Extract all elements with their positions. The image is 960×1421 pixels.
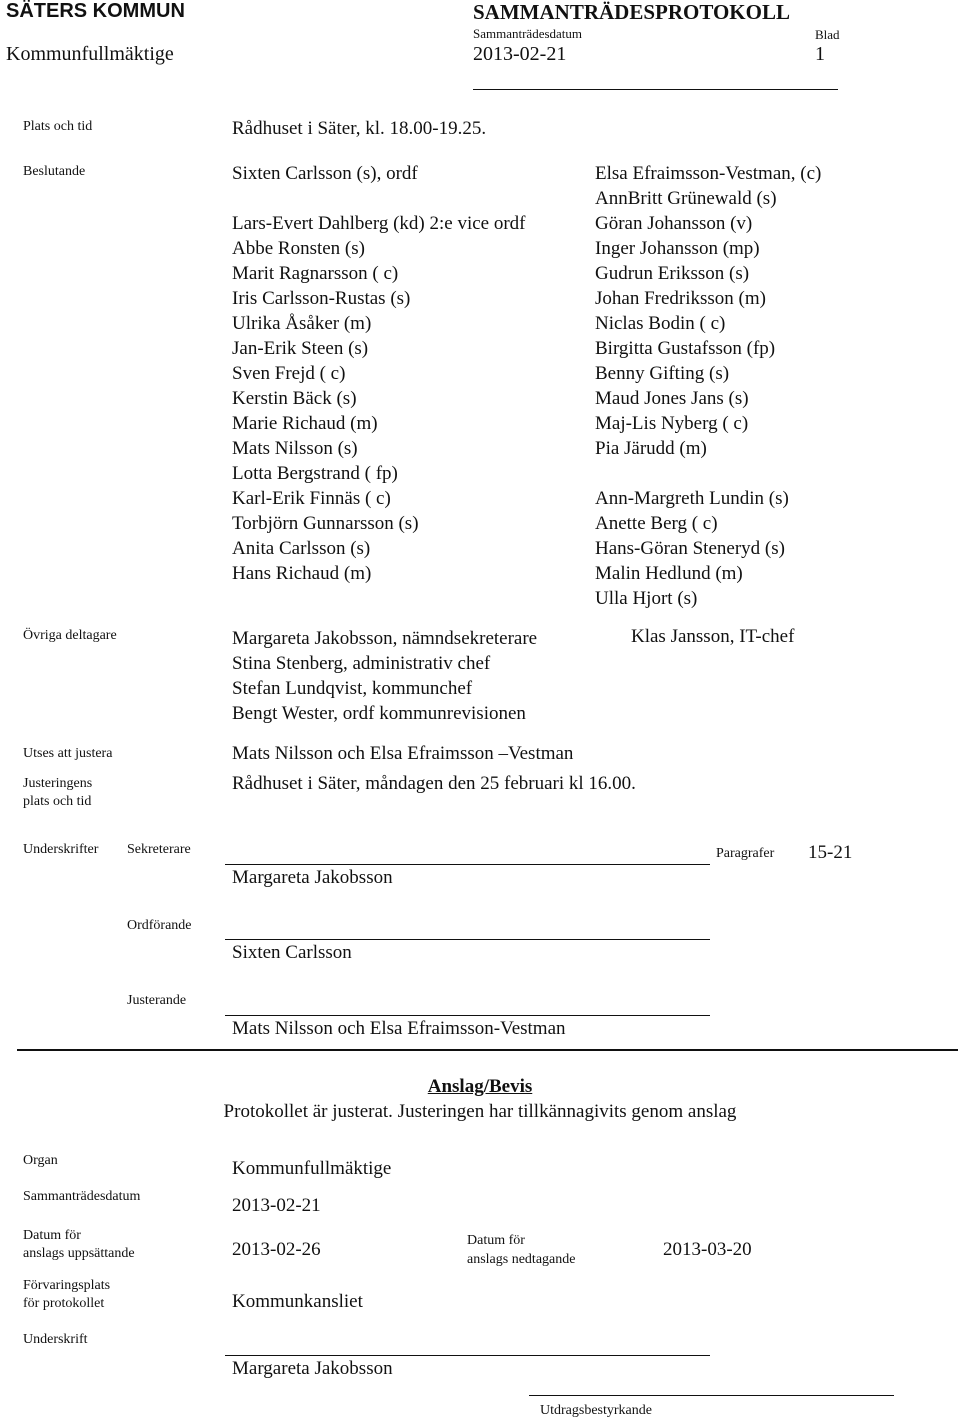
deciding-member: Ann-Margreth Lundin (s) xyxy=(595,488,789,509)
signatures-label: Underskrifter xyxy=(23,842,99,857)
deciding-member: Johan Fredriksson (m) xyxy=(595,288,766,309)
deciding-member: Jan-Erik Steen (s) xyxy=(232,338,369,359)
posted-label-2: anslags uppsättande xyxy=(23,1246,135,1261)
document-type: SAMMANTRÄDESPROTOKOLL xyxy=(473,0,790,24)
secretary-signature-line xyxy=(225,864,710,865)
section-divider xyxy=(17,1049,958,1051)
others-label: Övriga deltagare xyxy=(23,628,117,643)
other-participant: Stefan Lundqvist, kommunchef xyxy=(232,678,473,699)
deciding-member: Abbe Ronsten (s) xyxy=(232,238,365,259)
adjust-place-value: Rådhuset i Säter, måndagen den 25 februari kl 16.00. xyxy=(232,773,636,794)
adjuster-label: Justerande xyxy=(127,993,187,1008)
adjuster-signature-line xyxy=(225,1015,710,1016)
header-sheet-label: Blad xyxy=(815,27,840,42)
deciding-member: Elsa Efraimsson-Vestman, (c) xyxy=(595,163,822,184)
deciding-left-column xyxy=(232,161,526,586)
notice-title: Anslag/Bevis xyxy=(427,1076,533,1097)
deciding-member: Niclas Bodin ( c) xyxy=(595,313,726,334)
deciding-member: AnnBritt Grünewald (s) xyxy=(595,188,777,209)
header-rule xyxy=(473,89,838,90)
deciding-member xyxy=(595,461,821,486)
other-participant: Stina Stenberg, administrativ chef xyxy=(232,653,491,674)
chair-label: Ordförande xyxy=(127,918,192,933)
deciding-member: Torbjörn Gunnarsson (s) xyxy=(232,513,419,534)
deciding-member: Ulrika Åsåker (m) xyxy=(232,313,372,334)
deciding-member: Göran Johansson (v) xyxy=(595,213,753,234)
org-name: SÄTERS KOMMUN xyxy=(6,0,185,22)
secretary-label: Sekreterare xyxy=(127,842,191,857)
deciding-member: Lotta Bergstrand ( fp) xyxy=(232,463,398,484)
chair-name: Sixten Carlsson xyxy=(232,942,352,963)
adjust-label: Utses att justera xyxy=(23,746,113,761)
deciding-member: Maj-Lis Nyberg ( c) xyxy=(595,413,749,434)
removed-label-2: anslags nedtagande xyxy=(467,1252,576,1267)
other-participant: Bengt Wester, ordf kommunrevisionen xyxy=(232,703,526,724)
deciding-member: Mats Nilsson (s) xyxy=(232,438,358,459)
deciding-label: Beslutande xyxy=(23,164,86,179)
body-name: Kommunfullmäktige xyxy=(6,43,174,65)
notice-text: Protokollet är justerat. Justeringen har tillkännagivits genom anslag xyxy=(223,1101,737,1122)
adjuster-name: Mats Nilsson och Elsa Efraimsson-Vestman xyxy=(232,1018,566,1039)
deciding-member: Hans-Göran Steneryd (s) xyxy=(595,538,785,559)
deciding-member: Karl-Erik Finnäs ( c) xyxy=(232,488,391,509)
deciding-member: Marit Ragnarsson ( c) xyxy=(232,263,399,284)
deciding-member: Marie Richaud (m) xyxy=(232,413,378,434)
adjusters: Mats Nilsson och Elsa Efraimsson –Vestman xyxy=(232,743,574,764)
notice-date: 2013-02-21 xyxy=(232,1195,321,1216)
deciding-member: Sven Frejd ( c) xyxy=(232,363,346,384)
deciding-member: Malin Hedlund (m) xyxy=(595,563,743,584)
deciding-member: Benny Gifting (s) xyxy=(595,363,730,384)
notice-signature-line xyxy=(225,1355,710,1356)
deciding-member: Iris Carlsson-Rustas (s) xyxy=(232,288,411,309)
notice-signature-label: Underskrift xyxy=(23,1332,88,1347)
deciding-member: Sixten Carlsson (s), ordf xyxy=(232,163,418,184)
place-label: Plats och tid xyxy=(23,119,93,134)
deciding-member: Pia Järudd (m) xyxy=(595,438,707,459)
storage-label-2: för protokollet xyxy=(23,1296,105,1311)
deciding-member: Gudrun Eriksson (s) xyxy=(595,263,750,284)
deciding-member: Anita Carlsson (s) xyxy=(232,538,371,559)
notice-organ-label: Organ xyxy=(23,1153,58,1168)
deciding-right-column xyxy=(595,161,821,611)
header-date-label: Sammanträdesdatum xyxy=(473,26,583,41)
deciding-member: Ulla Hjort (s) xyxy=(595,588,698,609)
storage-place: Kommunkansliet xyxy=(232,1291,363,1312)
notice-signature-name: Margareta Jakobsson xyxy=(232,1358,393,1379)
place-value: Rådhuset i Säter, kl. 18.00-19.25. xyxy=(232,118,487,139)
header-date: 2013-02-21 xyxy=(473,43,567,65)
deciding-member: Birgitta Gustafsson (fp) xyxy=(595,338,776,359)
deciding-member: Lars-Evert Dahlberg (kd) 2:e vice ordf xyxy=(232,213,526,234)
deciding-member: Anette Berg ( c) xyxy=(595,513,718,534)
adjust-place-label-2: plats och tid xyxy=(23,794,92,809)
notice-organ: Kommunfullmäktige xyxy=(232,1158,392,1179)
secretary-name: Margareta Jakobsson xyxy=(232,867,393,888)
posted-date: 2013-02-26 xyxy=(232,1239,321,1260)
paragraphs-value: 15-21 xyxy=(808,842,853,863)
adjust-place-label-1: Justeringens xyxy=(23,776,93,791)
header-sheet-number: 1 xyxy=(815,43,825,65)
deciding-member xyxy=(232,186,526,211)
chair-signature-line xyxy=(225,939,710,940)
notice-date-label: Sammanträdesdatum xyxy=(23,1189,141,1204)
removed-date: 2013-03-20 xyxy=(663,1239,752,1260)
deciding-member: Kerstin Bäck (s) xyxy=(232,388,357,409)
paragraphs-label: Paragrafer xyxy=(716,846,775,861)
footer-certification: Utdragsbestyrkande xyxy=(540,1403,652,1418)
deciding-member: Inger Johansson (mp) xyxy=(595,238,760,259)
removed-label-1: Datum för xyxy=(467,1233,525,1248)
storage-label-1: Förvaringsplats xyxy=(23,1278,111,1293)
other-participant: Klas Jansson, IT-chef xyxy=(631,626,795,647)
deciding-member: Maud Jones Jans (s) xyxy=(595,388,749,409)
others-left-column xyxy=(232,626,537,726)
posted-label-1: Datum för xyxy=(23,1228,81,1243)
deciding-member: Hans Richaud (m) xyxy=(232,563,372,584)
footer-rule xyxy=(529,1395,894,1396)
other-participant: Margareta Jakobsson, nämndsekreterare xyxy=(232,628,538,649)
